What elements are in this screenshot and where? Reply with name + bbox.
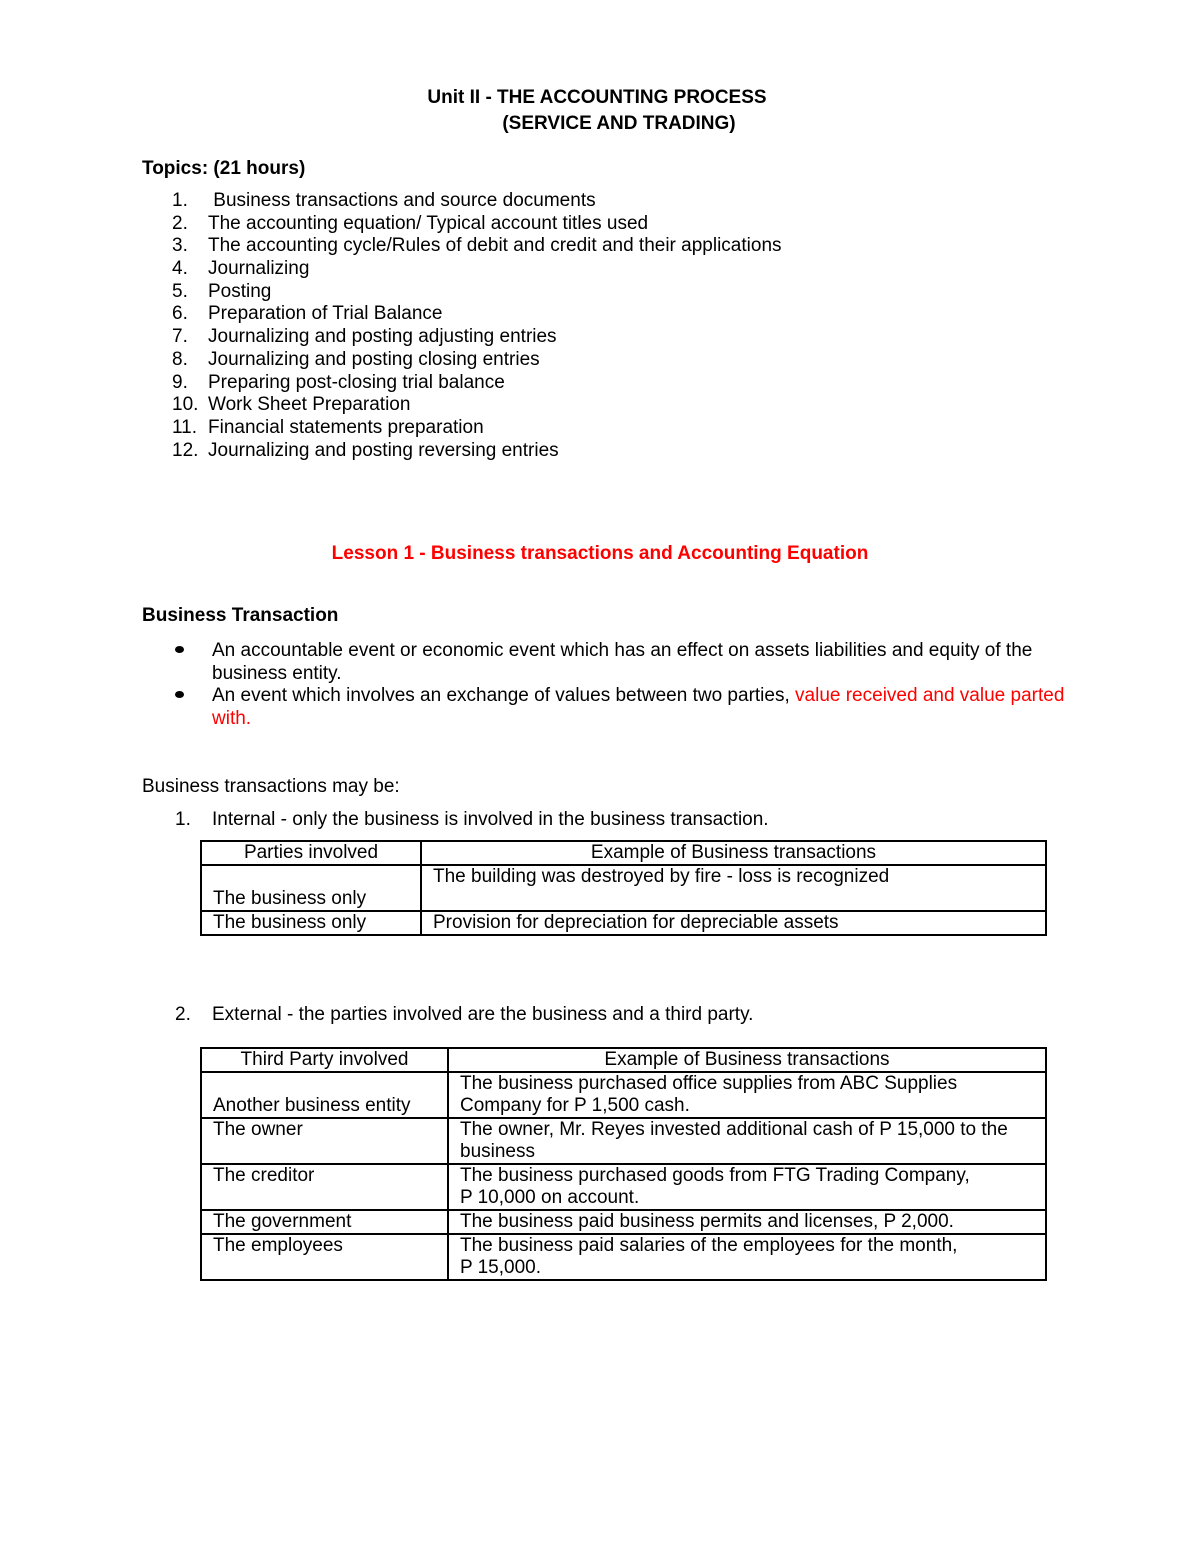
table-header: Parties involved [201,841,421,865]
table-cell: The government [201,1210,448,1234]
list-item: 10. Work Sheet Preparation [172,394,411,416]
list-item: 1. Business transactions and source documents [172,190,596,211]
list-item: 8. Journalizing and posting closing entries [172,348,540,370]
lesson-title: Lesson 1 - Business transactions and Accounting Equation [331,543,869,564]
list-item: 3. The accounting cycle/Rules of debit and credit and their applications [172,235,782,257]
table-cell: The owner, Mr. Reyes invested additional cash of P 15,000 to the business [448,1118,1046,1164]
external-item: 2. External - the parties involved are the business and a third party. [175,1004,754,1025]
unit-title: Unit II - THE ACCOUNTING PROCESS [427,87,767,108]
table-row [201,1234,1046,1280]
table-cell: Another business entity [201,1072,448,1118]
table-row [201,1118,1046,1164]
list-item: 9. Preparing post-closing trial balance [172,371,505,393]
bullet-text: An event which involves an exchange of values between two parties, value received and value parted with. [212,685,1065,729]
table-row [201,1072,1046,1118]
table-cell: The employees [201,1234,448,1280]
list-item: 11. Financial statements preparation [172,416,484,438]
table-cell: The business paid business permits and licenses, P 2,000. [448,1210,1046,1234]
table-header: Example of Business transactions [448,1048,1046,1072]
list-item: 4. Journalizing [172,258,310,280]
list-item: 5. Posting [172,280,272,302]
list-item: 12. Journalizing and posting reversing entries [172,439,559,461]
external-table [200,1047,1047,1281]
section-heading: Business Transaction [142,605,339,626]
table-row [201,911,1046,935]
internal-table [200,840,1047,936]
list-item: 6. Preparation of Trial Balance [172,303,443,325]
table-cell: The business only [201,865,421,911]
table-header: Example of Business transactions [421,841,1046,865]
intro-text: Business transactions may be: [142,776,400,797]
table-row [201,865,1046,911]
bullet-icon [175,691,184,698]
table-row [201,1210,1046,1234]
topics-list [172,190,782,462]
table-cell: The building was destroyed by fire - loss is recognized [421,865,1046,911]
table-header: Third Party involved [201,1048,448,1072]
list-item: 2. The accounting equation/ Typical account titles used [172,212,649,234]
highlighted-text: value received and value parted with. [212,685,1065,729]
list-item: 7. Journalizing and posting adjusting entries [172,326,557,348]
bullet-text: An accountable event or economic event which has an effect on assets liabilities and equity of the business entity. [212,640,1033,684]
table-cell: The business purchased office supplies from ABC Supplies Company for P 1,500 cash. [448,1072,1046,1118]
topics-label: Topics: (21 hours) [142,158,306,179]
table-cell: The business purchased goods from FTG Trading Company, P 10,000 on account. [448,1164,1046,1210]
table-cell: The creditor [201,1164,448,1210]
table-row [201,1164,1046,1210]
internal-item: 1. Internal - only the business is involved in the business transaction. [175,809,769,830]
table-cell: The owner [201,1118,448,1164]
table-cell: Provision for depreciation for depreciable assets [421,911,1046,935]
table-cell: The business paid salaries of the employees for the month, P 15,000. [448,1234,1046,1280]
bullet-icon [175,646,184,653]
unit-subtitle: (SERVICE AND TRADING) [502,113,736,134]
table-cell: The business only [201,911,421,935]
